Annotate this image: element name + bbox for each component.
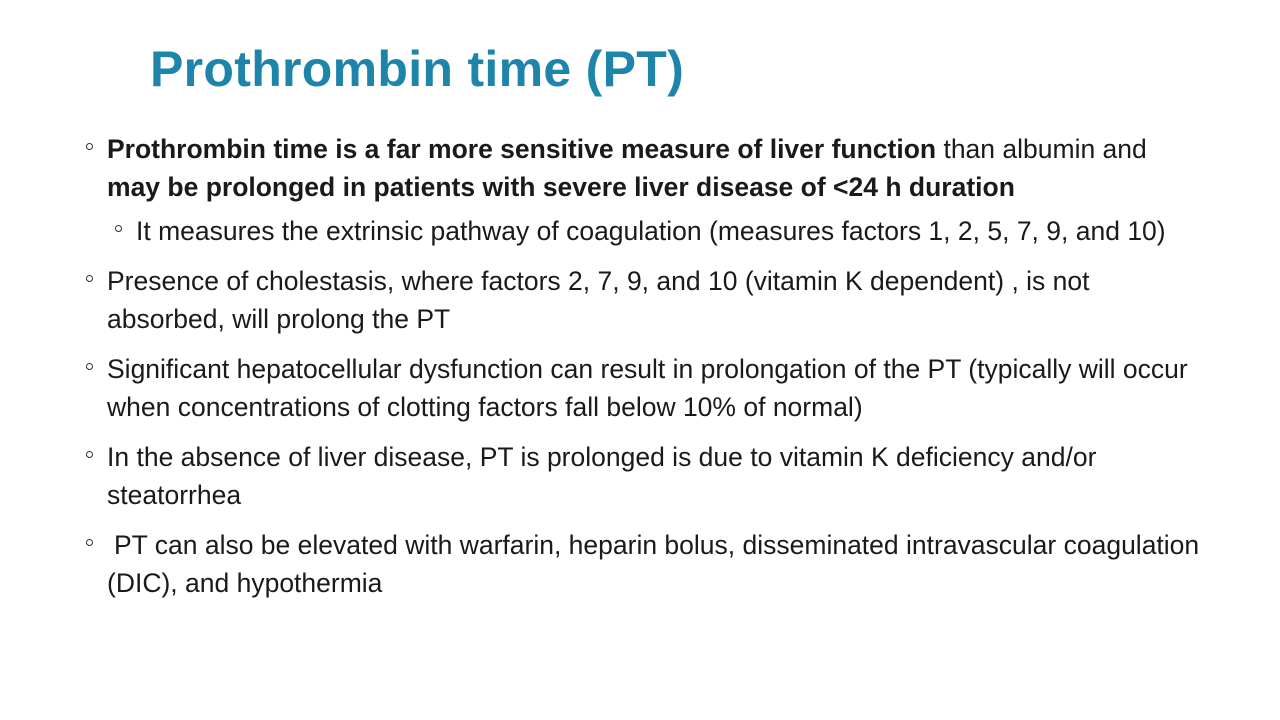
hollow-bullet-icon (86, 143, 93, 150)
bullet-text: PT can also be elevated with warfarin, heparin bolus, disseminated intravascular coagulation (DIC), and hypothermia (107, 530, 1200, 598)
bullet-item (86, 438, 1206, 514)
bullet-text: Presence of cholestasis, where factors 2, 7, 9, and 10 (vitamin K dependent) , is not absorbed, will prolong the PT (107, 266, 1090, 334)
hollow-bullet-icon (86, 275, 93, 282)
bullet-text-bold: Prothrombin time is a far more sensitive measure of liver function (107, 134, 937, 164)
hollow-bullet-icon (86, 451, 93, 458)
hollow-bullet-icon (115, 225, 122, 232)
bullet-text-bold: may be prolonged in patients with severe liver disease of <24 h duration (107, 172, 1015, 202)
bullet-list (86, 130, 1206, 614)
slide-title: Prothrombin time (PT) (150, 41, 685, 97)
sub-bullet-text: It measures the extrinsic pathway of coagulation (measures factors 1, 2, 5, 7, 9, and 10) (136, 216, 1166, 246)
bullet-item (86, 350, 1206, 426)
bullet-text: Significant hepatocellular dysfunction can result in prolongation of the PT (typically will occur when concentrations of clotting factors fall below 10% of normal) (107, 354, 1188, 422)
hollow-bullet-icon (86, 363, 93, 370)
hollow-bullet-icon (86, 539, 93, 546)
bullet-item (86, 526, 1206, 602)
bullet-text: In the absence of liver disease, PT is prolonged is due to vitamin K deficiency and/or steatorrhea (107, 442, 1097, 510)
bullet-item (86, 262, 1206, 338)
bullet-item (86, 130, 1206, 206)
bullet-text: than albumin and (936, 134, 1147, 164)
sub-bullet-item (115, 212, 1206, 250)
